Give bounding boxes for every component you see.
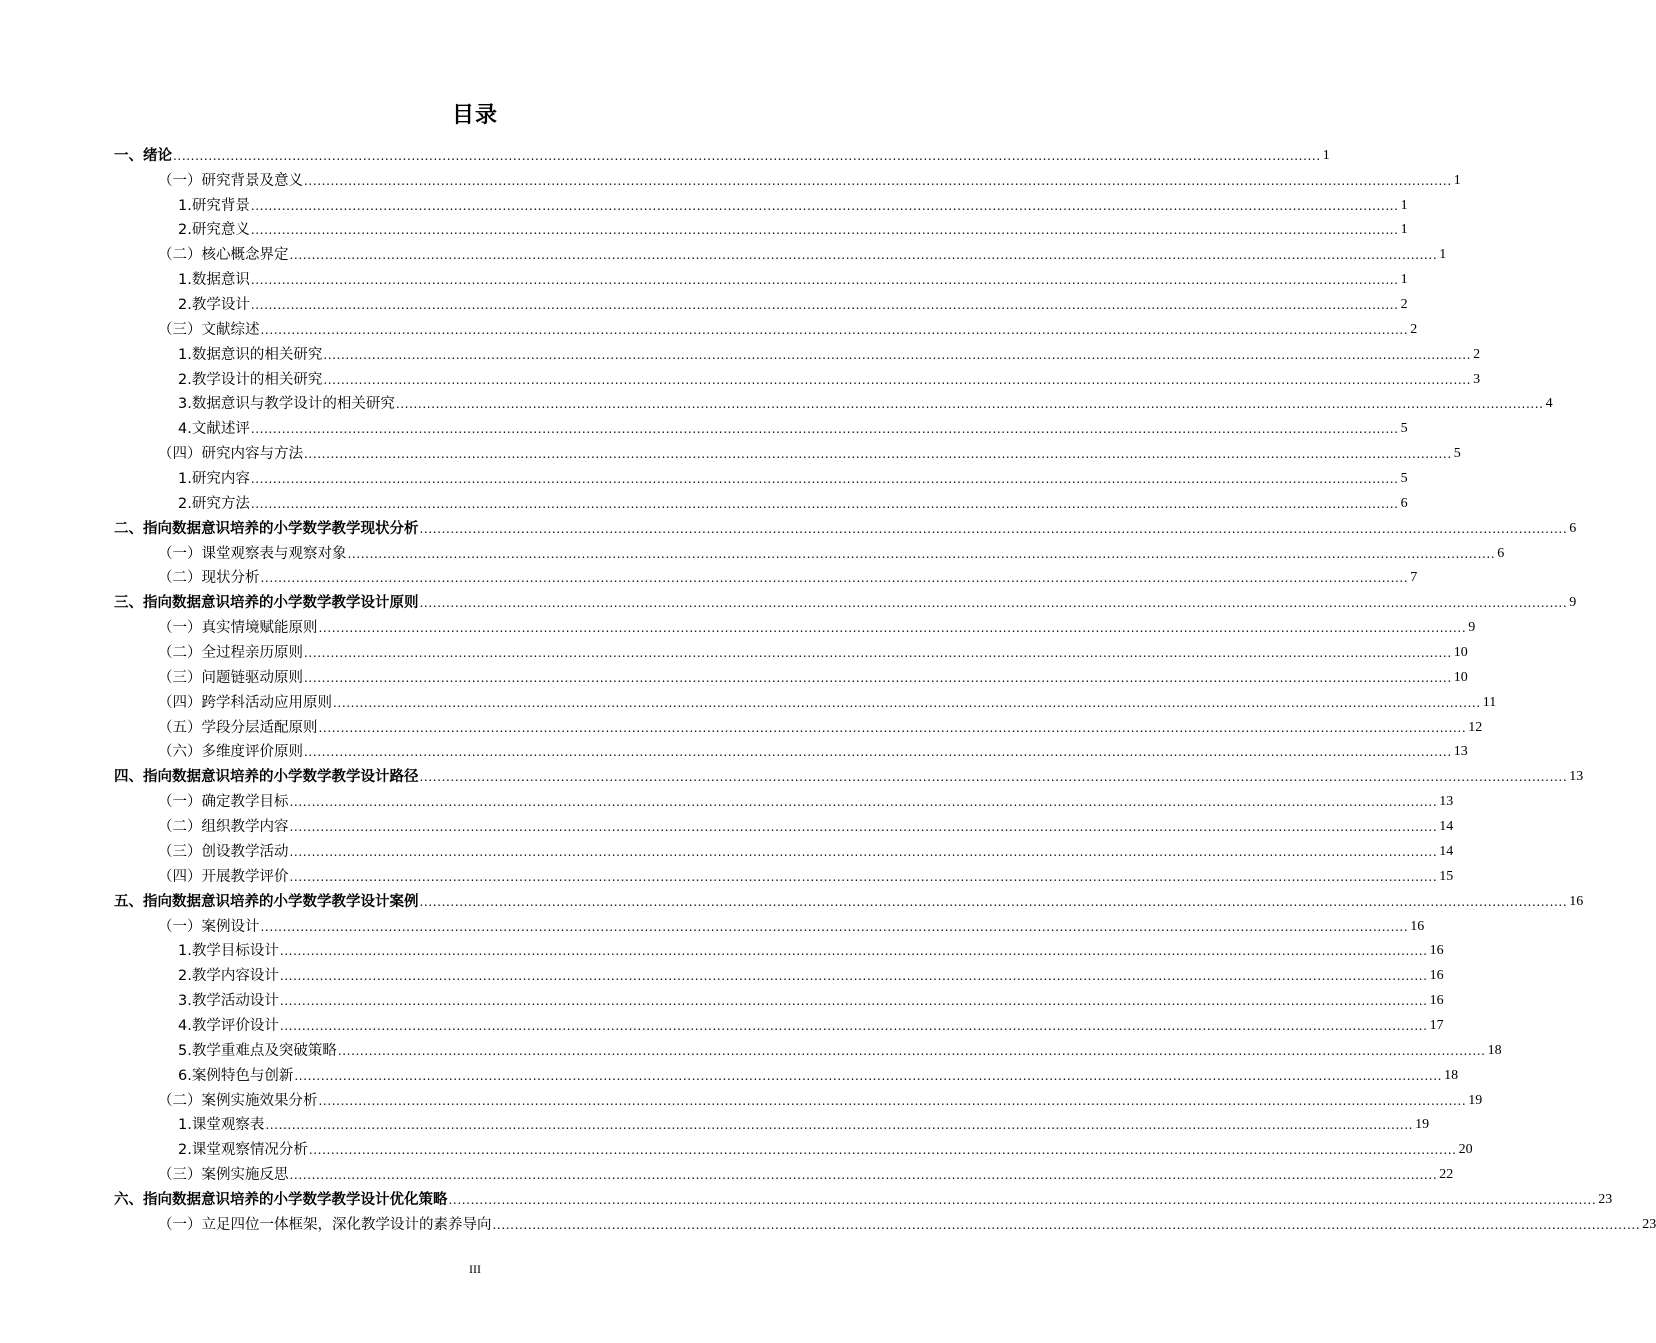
toc-entry[interactable] — [114, 762, 1584, 787]
dot-leader: .................................................................................................................................................................................................................................................................... — [289, 795, 1438, 810]
dot-leader: .................................................................................................................................................................................................................................................................... — [289, 1168, 1438, 1183]
toc-entry-page-number: 3 — [1473, 371, 1481, 387]
toc-entry[interactable] — [114, 1135, 1473, 1160]
dot-leader: .................................................................................................................................................................................................................................................................... — [260, 571, 1409, 586]
toc-entry-page-number: 14 — [1439, 843, 1454, 859]
toc-entry[interactable] — [114, 588, 1577, 613]
toc-entry[interactable] — [114, 738, 1468, 763]
dot-leader: .................................................................................................................................................................................................................................................................... — [265, 1118, 1414, 1133]
toc-entry-page-number: 16 — [1429, 943, 1444, 959]
toc-entry[interactable] — [114, 638, 1468, 663]
toc-entry-title: （三）创设教学活动 — [158, 843, 289, 860]
toc-entry[interactable] — [114, 663, 1468, 688]
toc-entry-page-number: 11 — [1482, 694, 1497, 710]
dot-leader: .................................................................................................................................................................................................................................................................... — [289, 820, 1438, 835]
dot-leader: .................................................................................................................................................................................................................................................................... — [337, 1043, 1486, 1058]
table-of-contents — [114, 141, 1656, 1235]
toc-entry-title: 2.研究方法 — [178, 495, 250, 512]
toc-entry[interactable] — [114, 514, 1577, 539]
toc-entry-page-number: 18 — [1444, 1067, 1459, 1083]
dot-leader: .................................................................................................................................................................................................................................................................... — [250, 273, 1399, 288]
toc-entry-page-number: 1 — [1439, 247, 1447, 263]
toc-entry-page-number: 23 — [1642, 1216, 1656, 1232]
toc-entry-page-number: 18 — [1487, 1042, 1502, 1058]
dot-leader: .................................................................................................................................................................................................................................................................... — [250, 198, 1399, 213]
dot-leader: .................................................................................................................................................................................................................................................................... — [289, 844, 1438, 859]
toc-entry-title: （一）研究背景及意义 — [158, 172, 303, 189]
toc-entry[interactable] — [114, 713, 1483, 738]
toc-entry-page-number: 1 — [1400, 222, 1408, 238]
toc-entry-title: 4.教学评价设计 — [178, 1017, 279, 1034]
dot-leader: .................................................................................................................................................................................................................................................................... — [289, 869, 1438, 884]
toc-entry-title: 3.数据意识与教学设计的相关研究 — [178, 396, 395, 413]
dot-leader: .................................................................................................................................................................................................................................................................... — [333, 695, 1481, 710]
toc-entry[interactable] — [114, 539, 1505, 564]
toc-entry[interactable] — [114, 464, 1408, 489]
toc-entry-page-number: 5 — [1453, 446, 1461, 462]
page-number-footer: III — [469, 1262, 481, 1276]
toc-entry-page-number: 20 — [1458, 1142, 1473, 1158]
toc-entry-page-number: 19 — [1468, 1092, 1483, 1108]
toc-entry-title: 2.教学设计的相关研究 — [178, 371, 323, 388]
toc-entry[interactable] — [114, 912, 1425, 937]
toc-entry-title: 1.研究背景 — [178, 197, 250, 214]
toc-entry-page-number: 2 — [1400, 297, 1408, 313]
dot-leader: .................................................................................................................................................................................................................................................................... — [289, 248, 1438, 263]
toc-entry-title: 三、指向数据意识培养的小学数学教学设计原则 — [114, 595, 419, 612]
dot-leader: .................................................................................................................................................................................................................................................................... — [323, 347, 1472, 362]
toc-entry[interactable] — [114, 564, 1418, 589]
toc-entry-page-number: 1 — [1322, 147, 1330, 163]
dot-leader: .................................................................................................................................................................................................................................................................... — [395, 397, 1544, 412]
toc-entry[interactable] — [114, 1160, 1454, 1185]
toc-entry-page-number: 5 — [1400, 471, 1408, 487]
toc-entry-page-number: 6 — [1400, 495, 1408, 511]
toc-entry-title: （三）文献综述 — [158, 321, 260, 338]
dot-leader: .................................................................................................................................................................................................................................................................... — [250, 223, 1399, 238]
toc-entry-page-number: 16 — [1569, 893, 1584, 909]
toc-entry-title: （五）学段分层适配原则 — [158, 719, 318, 736]
toc-entry[interactable] — [114, 613, 1476, 638]
toc-entry-page-number: 17 — [1429, 1017, 1444, 1033]
dot-leader: .................................................................................................................................................................................................................................................................... — [419, 521, 1568, 536]
toc-entry[interactable] — [114, 1036, 1502, 1061]
toc-entry-page-number: 16 — [1429, 993, 1444, 1009]
dot-leader: .................................................................................................................................................................................................................................................................... — [260, 322, 1409, 337]
dot-leader: .................................................................................................................................................................................................................................................................... — [318, 720, 1467, 735]
toc-entry[interactable] — [114, 1011, 1444, 1036]
toc-entry-title: 5.教学重难点及突破策略 — [178, 1042, 337, 1059]
toc-entry-page-number: 22 — [1439, 1167, 1454, 1183]
toc-entry-title: 2.教学内容设计 — [178, 968, 279, 985]
dot-leader: .................................................................................................................................................................................................................................................................... — [492, 1217, 1641, 1232]
toc-entry[interactable] — [114, 862, 1454, 887]
toc-entry[interactable] — [114, 365, 1481, 390]
toc-entry[interactable] — [114, 688, 1497, 713]
toc-entry-title: （一）课堂观察表与观察对象 — [158, 545, 347, 562]
toc-entry[interactable] — [114, 290, 1408, 315]
dot-leader: .................................................................................................................................................................................................................................................................... — [304, 447, 1452, 462]
toc-entry-page-number: 19 — [1415, 1117, 1430, 1133]
toc-entry-page-number: 1 — [1400, 197, 1408, 213]
toc-entry-page-number: 4 — [1545, 396, 1553, 412]
dot-leader: .................................................................................................................................................................................................................................................................... — [419, 770, 1568, 785]
toc-entry-title: 五、指向数据意识培养的小学数学教学设计案例 — [114, 893, 419, 910]
dot-leader: .................................................................................................................................................................................................................................................................... — [448, 1192, 1597, 1207]
toc-entry-title: 1.教学目标设计 — [178, 943, 279, 960]
toc-entry-title: （三）问题链驱动原则 — [158, 669, 303, 686]
toc-entry-title: （一）案例设计 — [158, 918, 260, 935]
toc-entry-title: （二）全过程亲历原则 — [158, 645, 303, 662]
dot-leader: .................................................................................................................................................................................................................................................................... — [279, 994, 1428, 1009]
dot-leader: .................................................................................................................................................................................................................................................................... — [419, 596, 1568, 611]
toc-entry-page-number: 10 — [1453, 669, 1468, 685]
dot-leader: .................................................................................................................................................................................................................................................................... — [260, 919, 1409, 934]
toc-entry-title: 1.课堂观察表 — [178, 1117, 265, 1134]
dot-leader: .................................................................................................................................................................................................................................................................... — [304, 745, 1452, 760]
toc-entry-page-number: 16 — [1429, 968, 1444, 984]
toc-entry-page-number: 12 — [1468, 719, 1483, 735]
toc-entry[interactable] — [114, 439, 1461, 464]
toc-entry[interactable] — [114, 837, 1454, 862]
toc-entry-page-number: 2 — [1410, 321, 1418, 337]
dot-leader: .................................................................................................................................................................................................................................................................... — [347, 546, 1496, 561]
dot-leader: .................................................................................................................................................................................................................................................................... — [279, 944, 1428, 959]
toc-entry-title: 二、指向数据意识培养的小学数学教学现状分析 — [114, 520, 419, 537]
toc-entry-title: 1.数据意识 — [178, 272, 250, 289]
toc-entry-page-number: 7 — [1410, 570, 1418, 586]
toc-entry-page-number: 6 — [1497, 545, 1505, 561]
toc-entry[interactable] — [114, 1086, 1483, 1111]
toc-entry[interactable] — [114, 812, 1454, 837]
toc-entry-page-number: 23 — [1598, 1191, 1613, 1207]
toc-entry[interactable] — [114, 390, 1553, 415]
toc-entry[interactable] — [114, 141, 1330, 166]
dot-leader: .................................................................................................................................................................................................................................................................... — [318, 621, 1467, 636]
toc-entry-title: （二）案例实施效果分析 — [158, 1092, 318, 1109]
toc-entry-page-number: 6 — [1569, 520, 1577, 536]
dot-leader: .................................................................................................................................................................................................................................................................... — [304, 646, 1452, 661]
toc-entry-title: （一）真实情境赋能原则 — [158, 620, 318, 637]
dot-leader: .................................................................................................................................................................................................................................................................... — [250, 298, 1399, 313]
toc-entry[interactable] — [114, 787, 1454, 812]
toc-entry[interactable] — [114, 937, 1444, 962]
toc-entry-page-number: 1 — [1453, 172, 1461, 188]
toc-entry-page-number: 14 — [1439, 819, 1454, 835]
dot-leader: .................................................................................................................................................................................................................................................................... — [304, 670, 1452, 685]
toc-entry[interactable] — [114, 1111, 1430, 1136]
toc-entry-title: 3.教学活动设计 — [178, 993, 279, 1010]
toc-entry-title: 4.文献述评 — [178, 421, 250, 438]
toc-entry-title: 1.数据意识的相关研究 — [178, 346, 323, 363]
toc-entry-title: 2.教学设计 — [178, 297, 250, 314]
dot-leader: .................................................................................................................................................................................................................................................................... — [294, 1068, 1443, 1083]
dot-leader: .................................................................................................................................................................................................................................................................... — [419, 894, 1568, 909]
toc-entry-title: 6.案例特色与创新 — [178, 1067, 294, 1084]
toc-entry-title: （四）跨学科活动应用原则 — [158, 694, 332, 711]
toc-entry-title: （一）确定教学目标 — [158, 794, 289, 811]
toc-entry-page-number: 10 — [1453, 645, 1468, 661]
toc-entry[interactable] — [114, 986, 1444, 1011]
toc-entry[interactable] — [114, 1185, 1613, 1210]
toc-entry-page-number: 13 — [1453, 744, 1468, 760]
toc-entry-page-number: 15 — [1439, 868, 1454, 884]
dot-leader: .................................................................................................................................................................................................................................................................... — [279, 1018, 1428, 1033]
dot-leader: .................................................................................................................................................................................................................................................................... — [250, 496, 1399, 511]
toc-entry-title: 四、指向数据意识培养的小学数学教学设计路径 — [114, 769, 419, 786]
toc-entry-title: 2.研究意义 — [178, 222, 250, 239]
toc-entry[interactable] — [114, 191, 1408, 216]
dot-leader: .................................................................................................................................................................................................................................................................... — [318, 1093, 1467, 1108]
toc-entry-title: （二）核心概念界定 — [158, 247, 289, 264]
toc-entry-page-number: 16 — [1410, 918, 1425, 934]
toc-entry[interactable] — [114, 414, 1408, 439]
toc-entry-title: （四）开展教学评价 — [158, 868, 289, 885]
toc-entry[interactable] — [114, 265, 1408, 290]
toc-entry[interactable] — [114, 887, 1584, 912]
toc-entry[interactable] — [114, 489, 1408, 514]
toc-entry-title: 1.研究内容 — [178, 471, 250, 488]
dot-leader: .................................................................................................................................................................................................................................................................... — [279, 969, 1428, 984]
toc-entry-title: （二）组织教学内容 — [158, 819, 289, 836]
toc-entry-title: 六、指向数据意识培养的小学数学教学设计优化策略 — [114, 1191, 448, 1208]
dot-leader: .................................................................................................................................................................................................................................................................... — [250, 422, 1399, 437]
dot-leader: .................................................................................................................................................................................................................................................................... — [308, 1143, 1457, 1158]
toc-entry-title: （一）立足四位一体框架，深化教学设计的素养导向 — [158, 1216, 492, 1233]
dot-leader: .................................................................................................................................................................................................................................................................... — [250, 472, 1399, 487]
toc-entry-page-number: 5 — [1400, 421, 1408, 437]
toc-entry-title: （二）现状分析 — [158, 570, 260, 587]
dot-leader: .................................................................................................................................................................................................................................................................... — [173, 148, 1321, 163]
toc-entry[interactable] — [114, 216, 1408, 241]
page-title: 目录 — [451, 103, 498, 128]
toc-entry[interactable] — [114, 340, 1481, 365]
toc-entry[interactable] — [114, 961, 1444, 986]
toc-entry-page-number: 13 — [1439, 794, 1454, 810]
toc-entry-page-number: 9 — [1468, 620, 1476, 636]
toc-entry-page-number: 13 — [1569, 769, 1584, 785]
toc-entry[interactable] — [114, 166, 1461, 191]
toc-entry-page-number: 1 — [1400, 272, 1408, 288]
toc-entry[interactable] — [114, 1061, 1459, 1086]
dot-leader: .................................................................................................................................................................................................................................................................... — [304, 173, 1452, 188]
toc-entry-title: 一、绪论 — [114, 147, 172, 164]
toc-entry-title: 2.课堂观察情况分析 — [178, 1142, 308, 1159]
toc-entry[interactable] — [114, 1210, 1656, 1235]
toc-entry-page-number: 2 — [1473, 346, 1481, 362]
toc-entry-title: （六）多维度评价原则 — [158, 744, 303, 761]
dot-leader: .................................................................................................................................................................................................................................................................... — [323, 372, 1472, 387]
toc-entry[interactable] — [114, 315, 1418, 340]
toc-entry[interactable] — [114, 240, 1447, 265]
toc-entry-page-number: 9 — [1569, 595, 1577, 611]
toc-entry-title: （四）研究内容与方法 — [158, 446, 303, 463]
toc-entry-title: （三）案例实施反思 — [158, 1167, 289, 1184]
